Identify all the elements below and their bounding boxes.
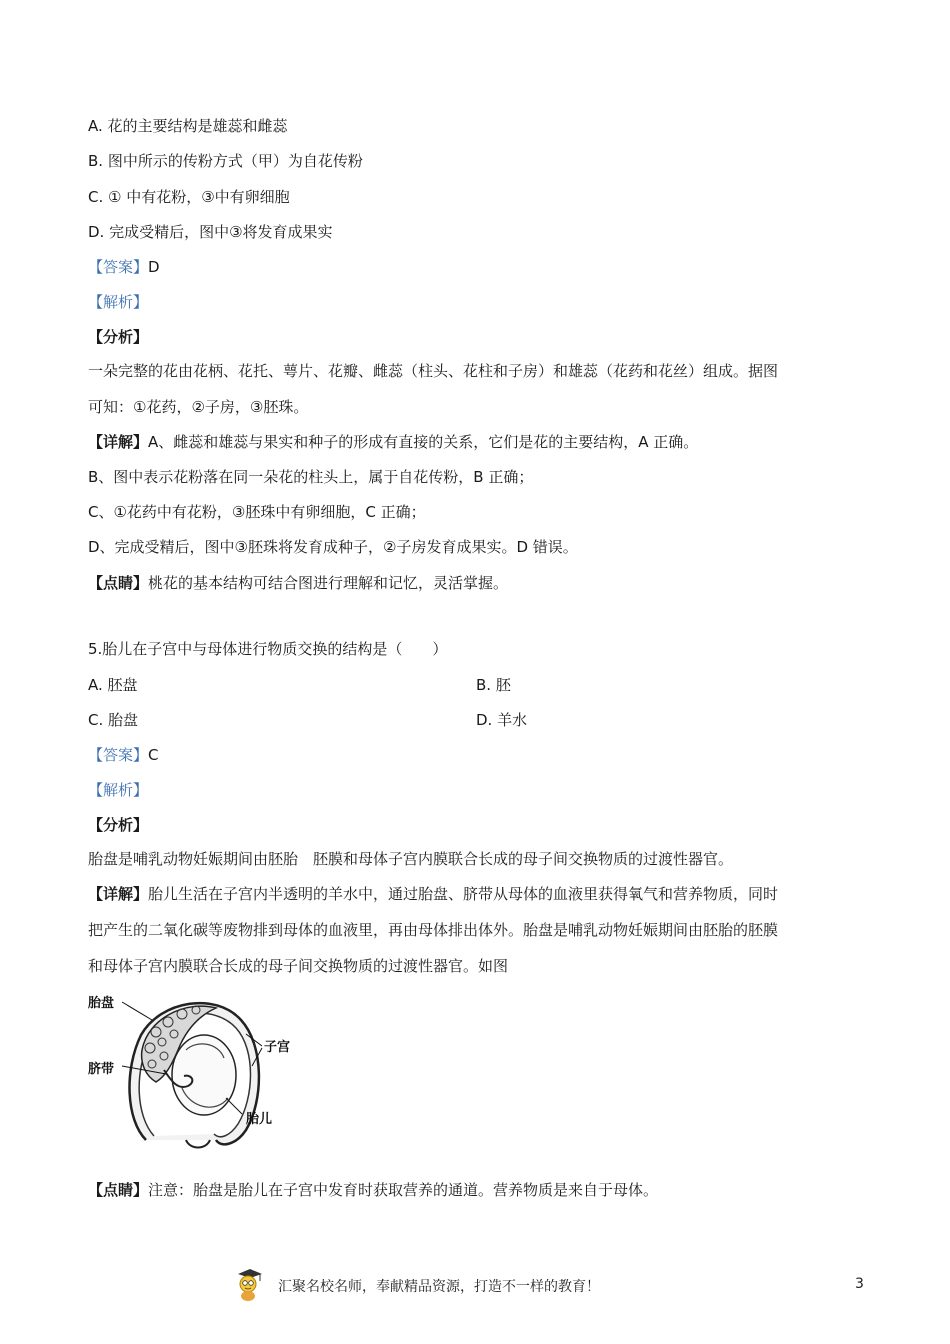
q5-detail-line-2: 把产生的二氧化碳等废物排到母体的血液里，再由母体排出体外。胎盘是哺乳动物妊娠期间由胚胎的胚膜 xyxy=(88,921,779,939)
q5-dianjing-text: 注意：胎盘是胎儿在子宫中发育时获取营养的通道。营养物质是来自于母体。 xyxy=(148,1181,659,1199)
q4-detail-tag: 【详解】 xyxy=(88,433,149,451)
label-uterus: 子宫 xyxy=(264,1040,291,1055)
q4-answer-line xyxy=(88,257,160,277)
q4-detail-line-2: B、图中表示花粉落在同一朵花的柱头上，属于自花传粉，B 正确； xyxy=(88,468,534,486)
q5-dianjing-line xyxy=(88,1180,658,1200)
q5-answer-tag: 【答案】 xyxy=(88,746,149,764)
label-fetus: 胎儿 xyxy=(246,1112,273,1127)
q4-option-c: C. ① 中有花粉，③中有卵细胞 xyxy=(88,188,290,206)
q4-option-a: A. 花的主要结构是雄蕊和雌蕊 xyxy=(88,117,288,135)
q4-fenxi-line-2: 可知：①花药，②子房，③胚珠。 xyxy=(88,398,309,416)
q5-option-a: A. 胚盘 xyxy=(88,676,138,694)
page-number: 3 xyxy=(855,1276,864,1292)
q4-option-b: B. 图中所示的传粉方式（甲）为自花传粉 xyxy=(88,152,363,170)
q5-detail-line-3: 和母体子宫内膜联合长成的母子间交换物质的过渡性器官。如图 xyxy=(88,957,509,975)
q5-detail-text-1: 胎儿生活在子宫内半透明的羊水中，通过胎盘、脐带从母体的血液里获得氧气和营养物质，同时 xyxy=(148,885,779,903)
q5-answer: C xyxy=(148,746,159,764)
placenta-figure xyxy=(86,990,306,1150)
q5-dianjing-tag: 【点睛】 xyxy=(88,1181,149,1199)
q5-option-c: C. 胎盘 xyxy=(88,711,139,729)
q4-fenxi-tag: 【分析】 xyxy=(88,328,149,346)
q4-detail-line-4: D、完成受精后，图中③胚珠将发育成种子，②子房发育成果实。D 错误。 xyxy=(88,538,578,556)
q4-analysis-tag: 【解析】 xyxy=(88,293,149,311)
q5-option-d: D. 羊水 xyxy=(476,711,528,729)
q5-detail-tag: 【详解】 xyxy=(88,885,149,903)
q4-detail-line-1 xyxy=(88,432,698,452)
q4-dianjing-line xyxy=(88,573,508,593)
footer-slogan: 汇聚名校名师，奉献精品资源，打造不一样的教育！ xyxy=(278,1279,600,1295)
q4-option-d: D. 完成受精后，图中③将发育成果实 xyxy=(88,223,333,241)
q4-detail-line-3: C、①花药中有花粉，③胚珠中有卵细胞，C 正确； xyxy=(88,503,426,521)
q5-analysis-tag: 【解析】 xyxy=(88,781,149,799)
q5-option-b: B. 胚 xyxy=(476,676,511,694)
q4-detail-text-1: A、雌蕊和雄蕊与果实和种子的形成有直接的关系，它们是花的主要结构，A 正确。 xyxy=(148,433,699,451)
q5-fenxi-tag: 【分析】 xyxy=(88,816,149,834)
q4-dianjing-text: 桃花的基本结构可结合图进行理解和记忆，灵活掌握。 xyxy=(148,574,509,592)
q4-dianjing-tag: 【点睛】 xyxy=(88,574,149,592)
q4-answer-tag: 【答案】 xyxy=(88,258,149,276)
page-footer xyxy=(0,1274,950,1298)
q4-answer: D xyxy=(148,258,160,276)
q5-detail-line-1 xyxy=(88,884,778,904)
mascot-logo-icon xyxy=(232,1268,264,1302)
uterus-illustration xyxy=(86,990,306,1150)
label-umbilical-cord: 脐带 xyxy=(88,1062,115,1077)
q5-answer-line xyxy=(88,745,159,765)
q5-question: 5.胎儿在子宫中与母体进行物质交换的结构是（ ） xyxy=(88,640,448,658)
q5-fenxi-line-1: 胎盘是哺乳动物妊娠期间由胚胎 胚膜和母体子宫内膜联合长成的母子间交换物质的过渡性器官。 xyxy=(88,850,734,868)
label-placenta: 胎盘 xyxy=(88,996,115,1011)
q4-fenxi-line-1: 一朵完整的花由花柄、花托、萼片、花瓣、雌蕊（柱头、花柱和子房）和雄蕊（花药和花丝）组成。据图 xyxy=(88,362,779,380)
